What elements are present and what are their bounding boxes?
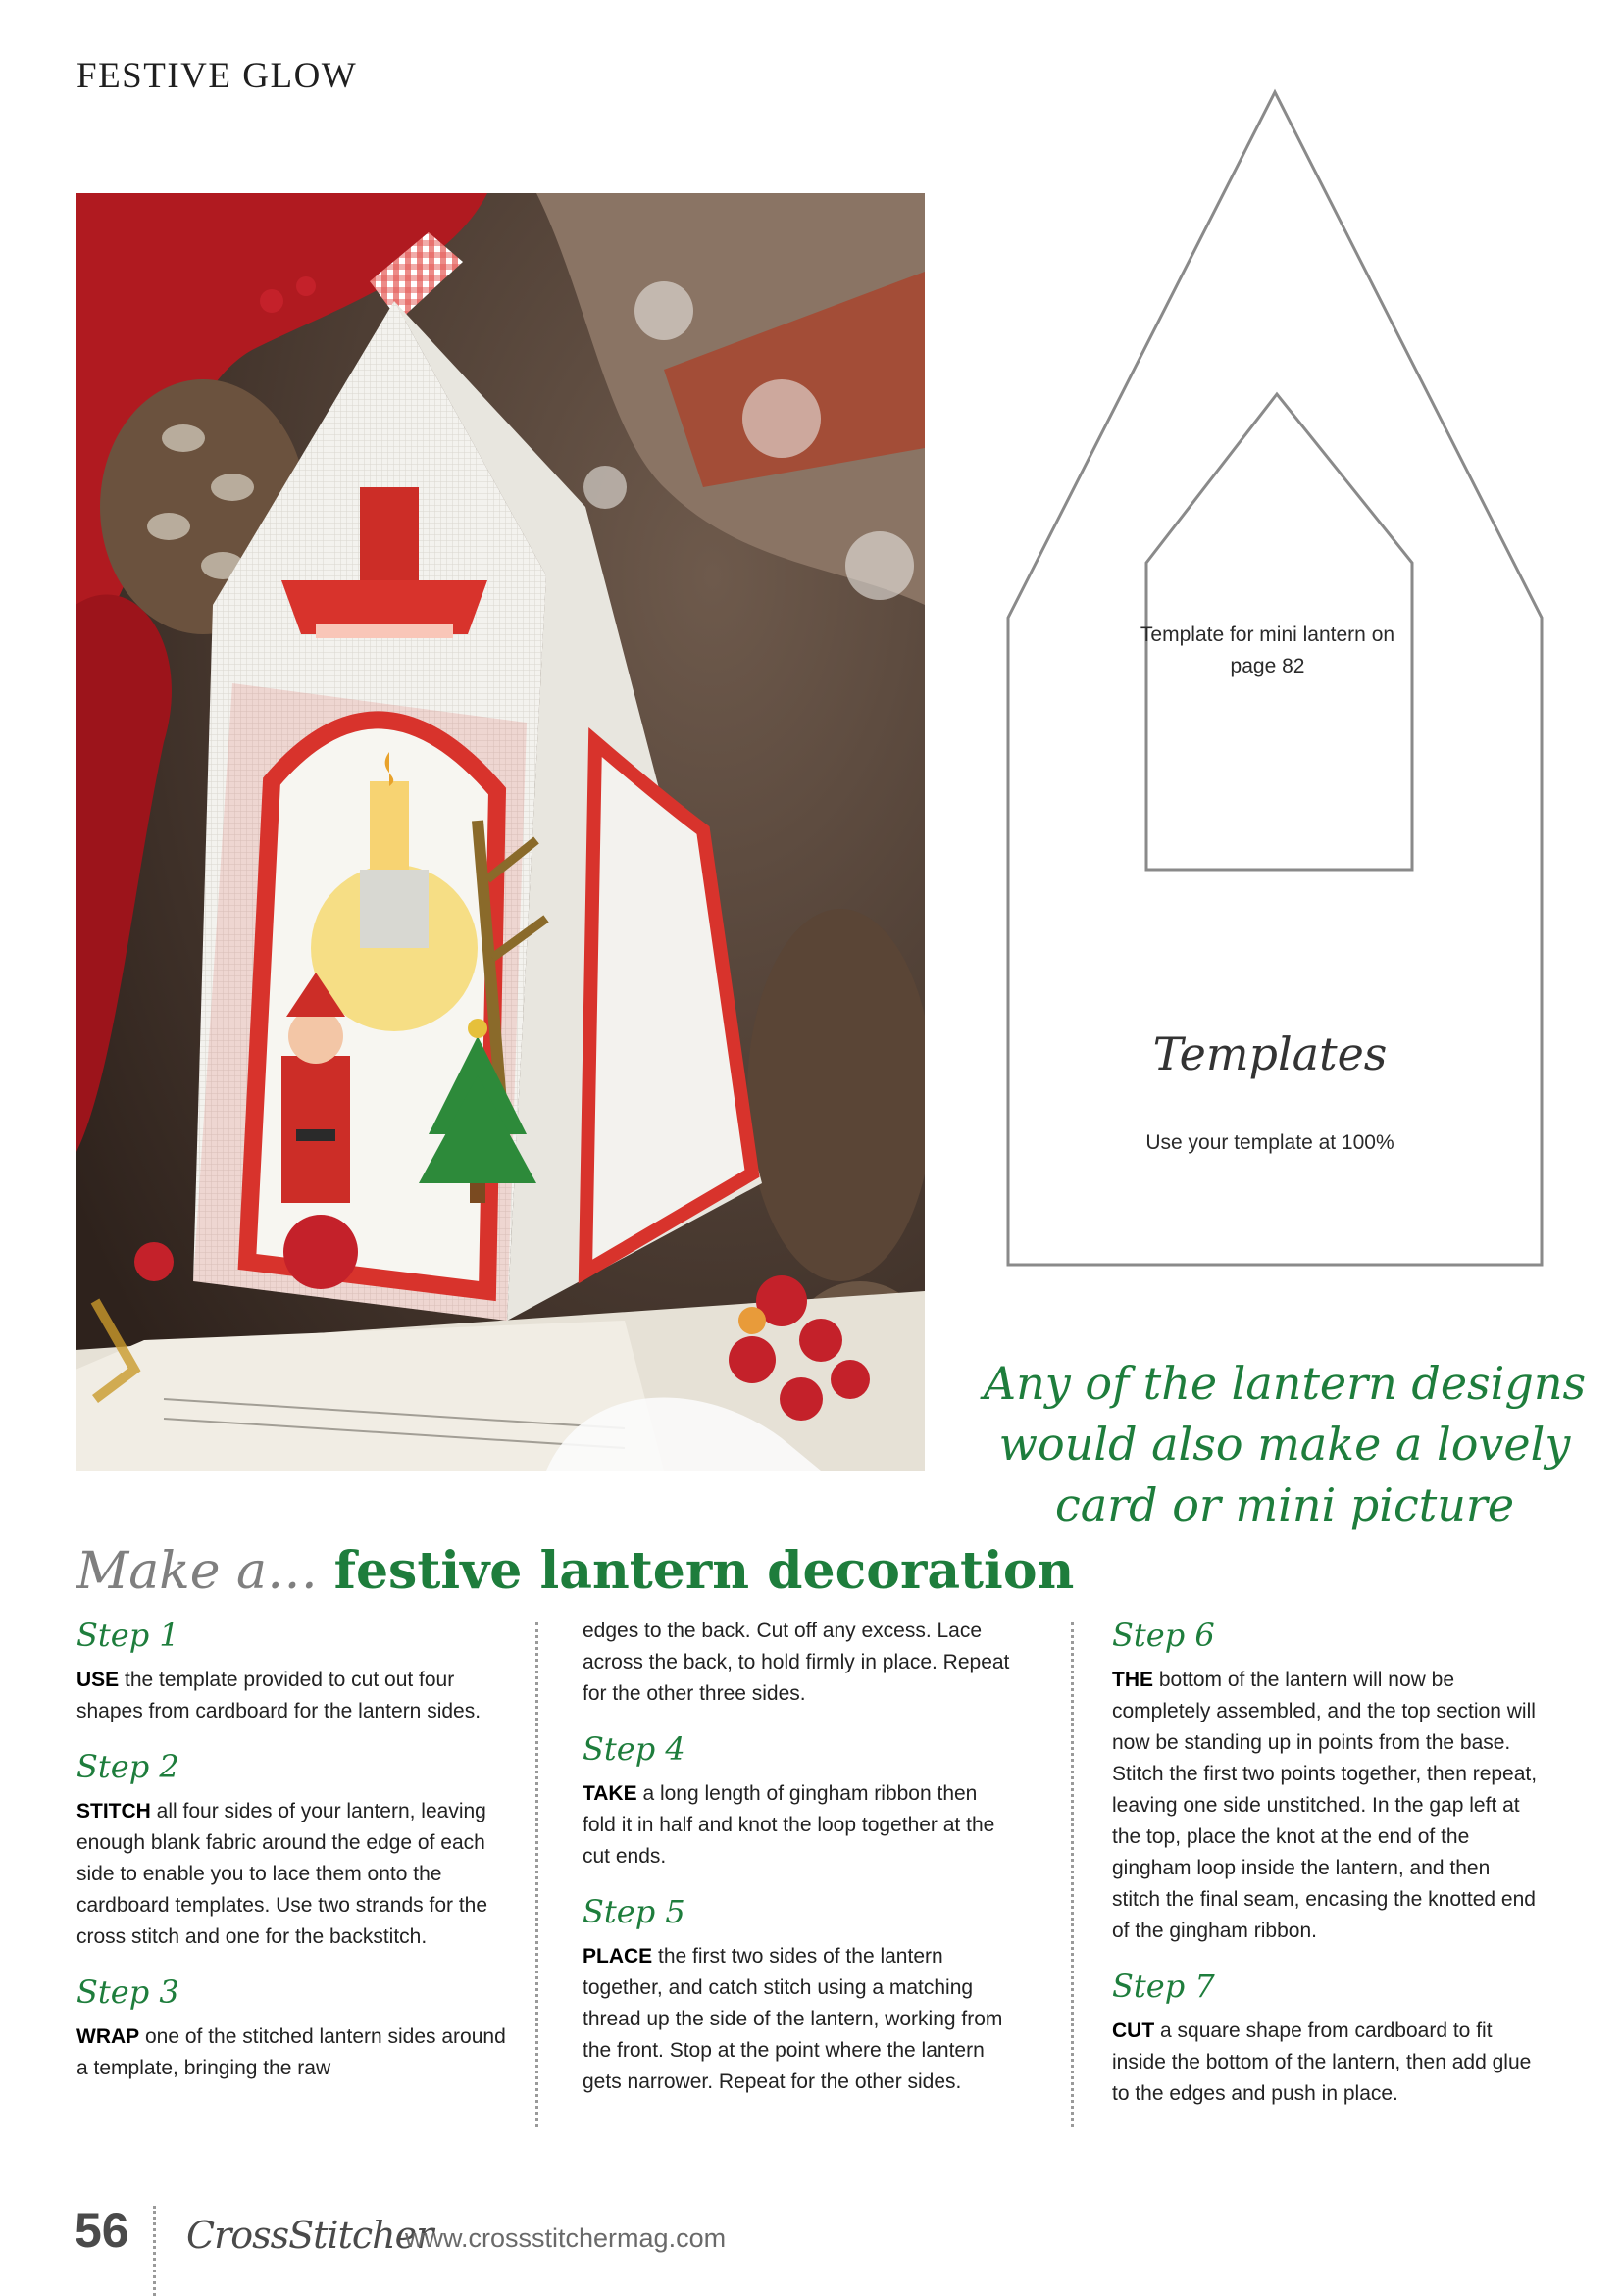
step-body [583,1778,1014,1872]
step-lead-word: THE [1112,1669,1153,1691]
step-title: Step 7 [1112,1968,1215,2005]
section-label: FESTIVE GLOW [76,56,358,96]
step-lead-word: PLACE [583,1945,653,1968]
page-number: 56 [75,2203,129,2258]
step-body [1112,2016,1544,2110]
column-divider [1071,1622,1074,2127]
step-title: Step 4 [583,1730,685,1768]
step-text: all four sides of your lantern, leaving enough blank fabric around the edge of each side to enable you to lace them onto the cardboard templates. Use two strands for the cross stitch and one for the backstitch. [76,1800,488,1948]
step-lead-word: USE [76,1669,120,1691]
step-body-continued: edges to the back. Cut off any excess. Lace across the back, to hold firmly in place. Repeat for the other three sides. [583,1620,1010,1705]
step-lead-word: CUT [1112,2020,1155,2042]
step-text: the first two sides of the lantern together, and catch stitch using a matching thread up the side of the lantern, working from the front. Stop at the point where the lantern gets narrower. Repeat for the other sides. [583,1945,1003,2093]
magazine-logo: CrossStitcher [186,2214,433,2257]
step-lead-word: TAKE [583,1782,637,1805]
website-link[interactable]: www.crossstitchermag.com [405,2223,727,2253]
templates-note: Use your template at 100% [1145,1131,1394,1154]
page-headline [76,1541,1074,1601]
lantern-photo [76,193,925,1471]
step-title: Step 6 [1112,1617,1215,1654]
step-body [76,2021,508,2084]
instructions-column-1 [76,1616,508,2104]
step-body [76,1665,508,1727]
step-title: Step 5 [583,1893,685,1930]
footer-divider [153,2206,156,2296]
step-lead-word: WRAP [76,2025,140,2048]
step-title: Step 3 [76,1973,179,2011]
step-text: one of the stitched lantern sides around a template, bringing the raw [76,2025,506,2079]
headline-make: Make a… [76,1542,319,1601]
instructions-column-3 [1112,1616,1544,2129]
step-lead-word: STITCH [76,1800,151,1822]
template-outline [1000,88,1549,1284]
column-divider [535,1622,538,2127]
templates-title: Templates [1152,1027,1388,1080]
step-body [1112,1665,1544,1947]
step-title: Step 2 [76,1748,179,1785]
step-body [583,1941,1014,2098]
callout-text: Any of the lantern designs would also make a lovely card or mini picture [983,1357,1587,1531]
step-text: bottom of the lantern will now be completely assembled, and the top section will now be standing up in points from the base. Stitch the first two points together, then repeat, leaving one side unstitched. In the gap left at the top, place the knot at the end of the gingham loop inside the lantern, and then stitch the final seam, encasing the knotted end of the gingham ribbon. [1112,1669,1538,1942]
headline-subject: festive lantern decoration [333,1541,1075,1601]
step-text: a square shape from cardboard to fit inside the bottom of the lantern, then add glue to the edges and push in place. [1112,2020,1532,2105]
instructions-column-2 [583,1616,1014,2118]
step-body [76,1796,508,1953]
step-text: a long length of gingham ribbon then fold it in half and knot the loop together at the cut ends. [583,1782,995,1868]
step-text: the template provided to cut out four shapes from cardboard for the lantern sides. [76,1669,482,1722]
step-title: Step 1 [76,1617,179,1654]
mini-template-label: Template for mini lantern on page 82 [1140,624,1395,677]
